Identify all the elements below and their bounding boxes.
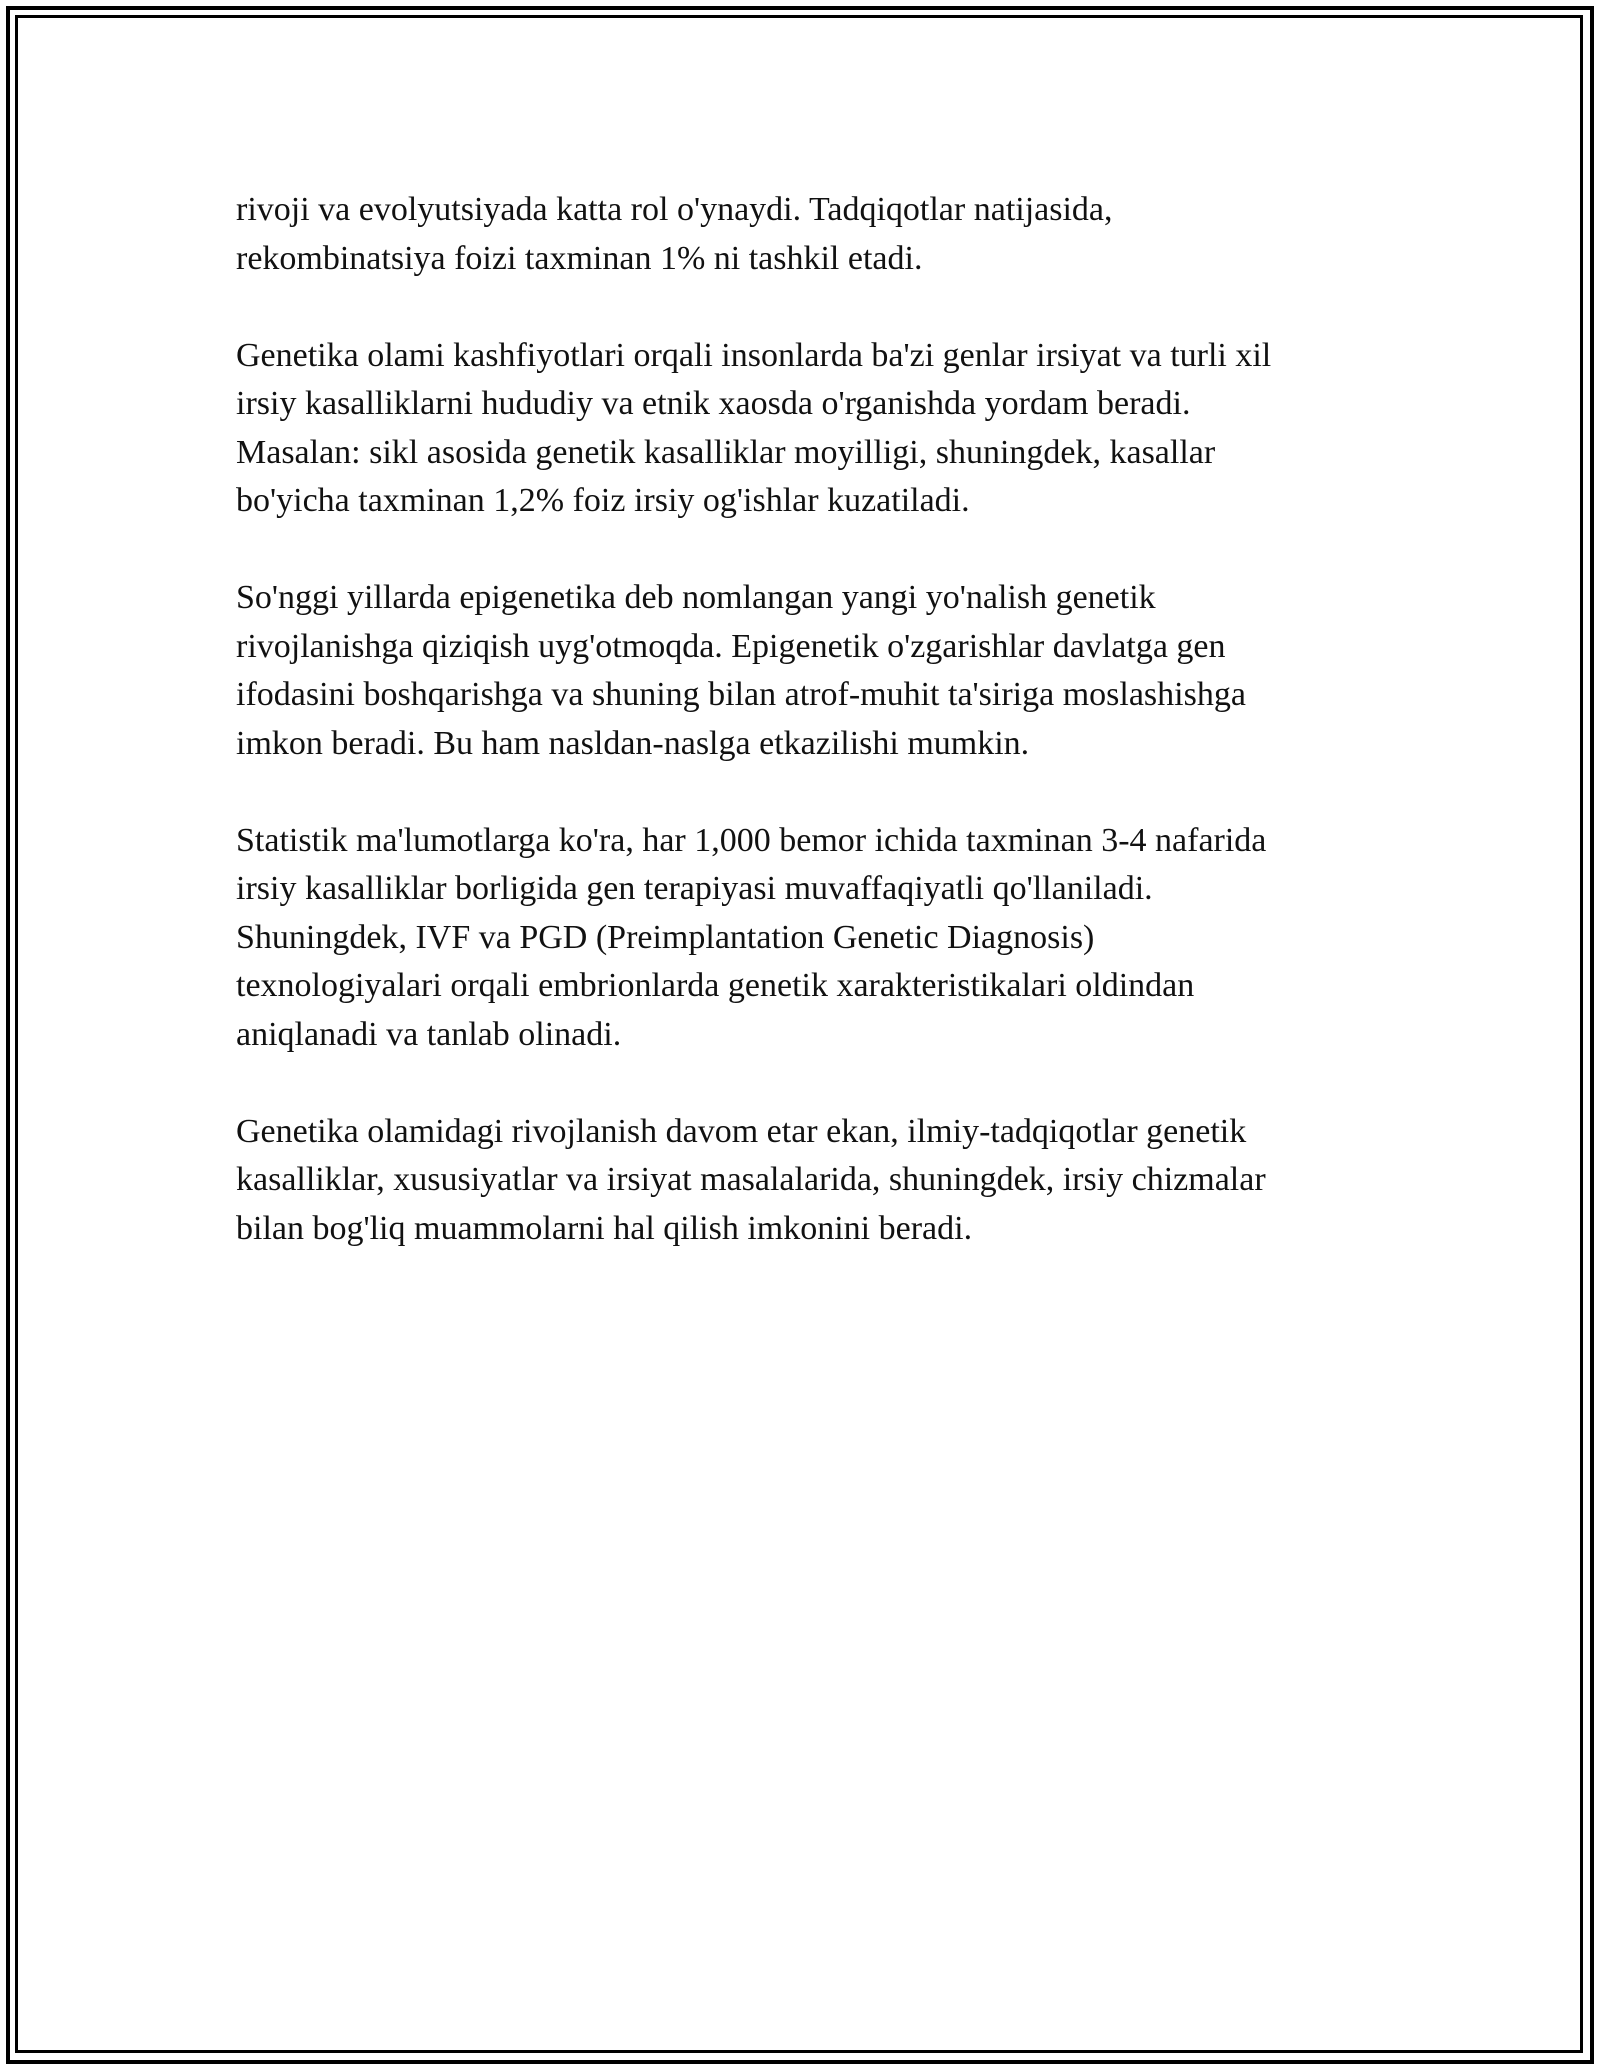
text-line: Masalan: sikl asosida genetik kasalliklar moyilligi, shuningdek, kasallar	[236, 433, 1216, 471]
text-line: texnologiyalari orqali embrionlarda genetik xarakteristikalari oldindan	[236, 967, 1195, 1004]
text-line: Statistik ma'lumotlarga ko'ra, har 1,000 bemor ichida taxminan 3-4 nafarida	[236, 821, 1267, 859]
text-line: Genetika olami kashfiyotlari orqali insonlarda ba'zi genlar irsiyat va turli xil	[236, 336, 1272, 374]
text-line: bo'yicha taxminan 1,2% foiz irsiy og'ishlar kuzatiladi.	[236, 482, 970, 519]
text-line: ifodasini boshqarishga va shuning bilan atrof-muhit ta'siriga moslashishga	[236, 676, 1246, 713]
paragraph-2	[236, 332, 1386, 526]
text-line: rekombinatsiya foizi taxminan 1% ni tashkil etadi.	[236, 239, 923, 277]
text-line: So'nggi yillarda epigenetika deb nomlangan yangi yo'nalish genetik	[236, 579, 1156, 616]
document-body	[236, 186, 1386, 1302]
paragraph-3	[236, 574, 1386, 768]
text-line: bilan bog'liq muammolarni hal qilish imkonini beradi.	[236, 1209, 973, 1247]
text-line: aniqlanadi va tanlab olinadi.	[236, 1015, 622, 1053]
text-line: rivoji va evolyutsiyada katta rol o'ynaydi. Tadqiqotlar natijasida,	[236, 191, 1113, 228]
text-line: irsiy kasalliklar borligida gen terapiyasi muvaffaqiyatli qo'llaniladi.	[236, 870, 1153, 907]
paragraph-1	[236, 186, 1386, 283]
text-line: Genetika olamidagi rivojlanish davom etar ekan, ilmiy-tadqiqotlar genetik	[236, 1112, 1247, 1150]
paragraph-5	[236, 1108, 1386, 1254]
paragraph-4	[236, 817, 1386, 1060]
text-line: rivojlanishga qiziqish uyg'otmoqda. Epigenetik o'zgarishlar davlatga gen	[236, 627, 1226, 665]
text-line: kasalliklar, xususiyatlar va irsiyat masalalarida, shuningdek, irsiy chizmalar	[236, 1161, 1266, 1198]
text-line: irsiy kasalliklarni hududiy va etnik xaosda o'rganishda yordam beradi.	[236, 385, 1191, 422]
text-line: Shuningdek, IVF va PGD (Preimplantation Genetic Diagnosis)	[236, 918, 1095, 956]
text-line: imkon beradi. Bu ham nasldan-naslga etkazilishi mumkin.	[236, 724, 1030, 762]
